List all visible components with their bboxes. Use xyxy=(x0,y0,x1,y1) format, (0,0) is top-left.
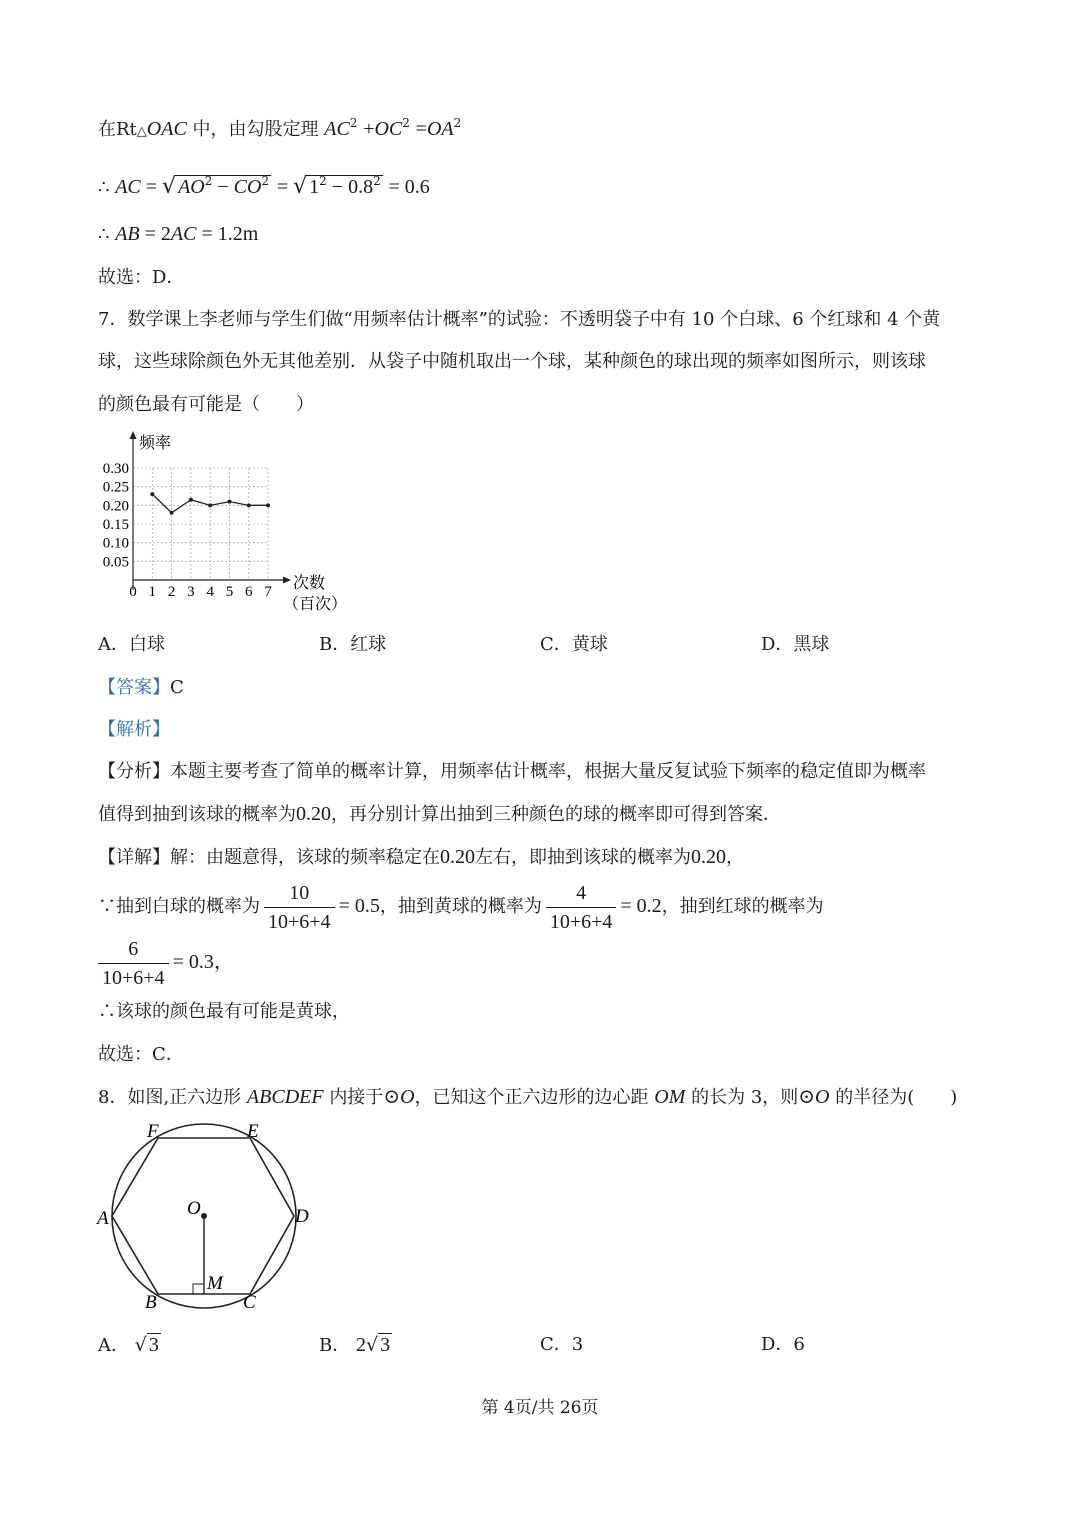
pythagoras-line: 在Rt△OAC 中，由勾股定理 $AC^2 +OC^2 =OA^2$ xyxy=(98,116,462,140)
q7-conclusion: ∴该球的颜色最有可能是黄球， xyxy=(98,1001,350,1022)
center-point xyxy=(201,1213,207,1219)
y-tick-label: 0.15 xyxy=(102,517,129,533)
x-tick-label: 0 xyxy=(129,584,137,600)
label-d: D xyxy=(295,1206,309,1227)
q7-analysis-line2: 值得到抽到该球的概率为0.20，再分别计算出抽到三种颜色的球的概率即可得到答案． xyxy=(98,803,781,825)
q7-option-a[interactable]: A．白球 xyxy=(98,634,165,655)
x-tick-label: 4 xyxy=(206,584,214,600)
data-point xyxy=(189,498,193,502)
q7-answer: 【答案】C xyxy=(98,677,184,698)
y-axis-arrow xyxy=(130,431,137,439)
data-point xyxy=(150,492,154,496)
red-probability-fraction: $\frac{6}{10+6+4}$ xyxy=(98,935,169,992)
q8-option-d[interactable]: D．6 xyxy=(761,1334,805,1355)
chart-grid xyxy=(133,468,268,580)
q7-stem-line2: 球，这些球除颜色外无其他差别．从袋子中随机取出一个球，某种颜色的球出现的频率如图所示，则该球 xyxy=(98,351,926,372)
label-f: F xyxy=(147,1121,159,1142)
q7-option-d[interactable]: D．黑球 xyxy=(761,634,830,655)
x-tick-label: 5 xyxy=(225,584,234,600)
x-axis-unit: （百次） xyxy=(283,596,348,613)
data-point xyxy=(228,500,232,504)
q7-option-b[interactable]: B．红球 xyxy=(319,634,387,655)
q7-stem-line1: 7．数学课上李老师与学生们做“用频率估计概率”的试验：不透明袋子中有 10 个白球、6 个红球和 4 个黄 xyxy=(98,309,941,330)
q8-option-c[interactable]: C．3 xyxy=(540,1334,584,1355)
q8-option-a[interactable]: A． √ 3 xyxy=(98,1334,159,1356)
ac-calculation: ∴ AC = √ $AO^2 - CO^2$ = √ $1^2 - 0.8^2 = 0.6$ xyxy=(98,174,430,199)
q7-red-probability: $\frac{6}{10+6+4}$ = 0.3， xyxy=(94,934,234,992)
q8-option-b[interactable]: B． 2√ 3 xyxy=(319,1334,391,1356)
data-point xyxy=(170,511,174,515)
data-point xyxy=(208,503,212,507)
x-tick-label: 3 xyxy=(187,584,195,600)
y-tick-label: 0.05 xyxy=(102,554,129,571)
x-tick-label: 7 xyxy=(264,584,272,600)
data-point xyxy=(247,503,251,507)
x-tick-label: 6 xyxy=(245,584,253,600)
y-tick-label: 0.25 xyxy=(102,479,129,496)
prev-choose: 故选：D． xyxy=(98,267,185,288)
x-axis-arrow xyxy=(283,577,291,584)
x-tick-label: 2 xyxy=(167,584,176,600)
label-e: E xyxy=(247,1121,259,1142)
y-tick-label: 0.30 xyxy=(102,461,129,477)
q7-stem-line3: 的颜色最有可能是（ ） xyxy=(98,394,314,415)
label-b: B xyxy=(145,1292,157,1313)
x-axis-label: 次数 xyxy=(293,575,326,592)
ab-calculation: ∴ AB = 2AC = 1.2m xyxy=(98,223,259,245)
q7-jiexi-tag: 【解析】 xyxy=(98,719,170,740)
q8-stem: 8．如图,正六边形 ABCDEF 内接于⊙O，已知这个正六边形的边心距 OM 的长为 3，则⊙O 的半径为( ) xyxy=(98,1086,958,1108)
right-angle-mark xyxy=(193,1284,204,1294)
q7-detail-line: 【详解】解：由题意得，该球的频率稳定在0.20左右，即抽到该球的概率为0.20， xyxy=(98,846,744,868)
yellow-probability-fraction: $\frac{4}{10+6+4}$ xyxy=(546,879,617,936)
chart-points xyxy=(150,492,270,515)
data-point xyxy=(266,503,270,507)
label-m: M xyxy=(207,1273,223,1294)
chart-ticks xyxy=(103,461,273,600)
q7-analysis-line1: 【分析】本题主要考查了简单的概率计算，用频率估计概率，根据大量反复试验下频率的稳定值即为概率 xyxy=(98,761,926,782)
white-probability-fraction: $\frac{10}{10+6+4}$ xyxy=(264,879,335,936)
x-tick-label: 1 xyxy=(148,584,157,600)
y-tick-label: 0.10 xyxy=(102,535,129,552)
label-o: O xyxy=(187,1198,201,1219)
hexagon-figure xyxy=(95,1118,325,1318)
label-a: A xyxy=(97,1208,109,1229)
page-footer: 第 4页/共 26页 xyxy=(481,1398,599,1418)
frequency-chart xyxy=(95,428,355,618)
q7-probability-line: ∵抽到白球的概率为 $\frac{10}{10+6+4}$ = 0.5，抽到黄球的概率为 $\frac{4}{10+6+4}$ = 0.2，抽到红球的概率为 xyxy=(98,878,824,936)
y-axis-label: 频率 xyxy=(139,435,172,452)
q7-option-c[interactable]: C．黄球 xyxy=(540,634,608,655)
q7-choose: 故选：C． xyxy=(98,1044,184,1065)
y-tick-label: 0.20 xyxy=(102,498,129,515)
label-c: C xyxy=(243,1292,256,1313)
